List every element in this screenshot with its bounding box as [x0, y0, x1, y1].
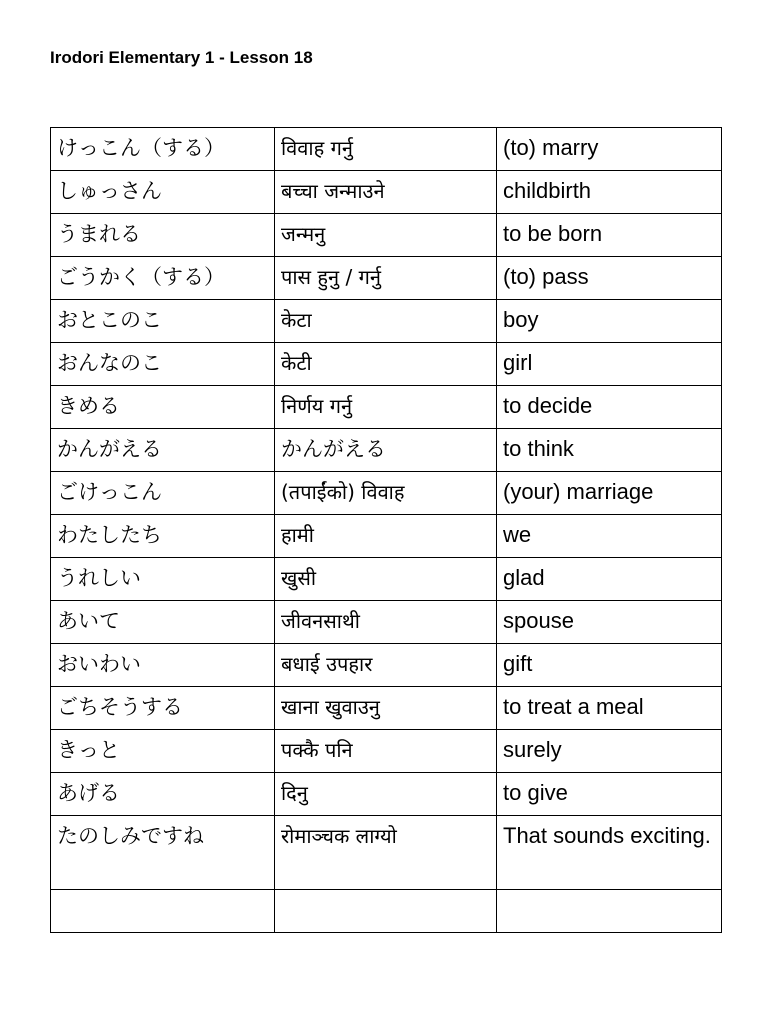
page-title: Irodori Elementary 1 - Lesson 18	[50, 48, 313, 67]
english-cell: to be born	[497, 214, 722, 257]
english-cell: boy	[497, 300, 722, 343]
japanese-cell: あいて	[51, 601, 275, 644]
table-row	[51, 558, 722, 601]
english-cell: That sounds exciting.	[497, 816, 722, 890]
table-row	[51, 890, 722, 933]
english-cell	[497, 890, 722, 933]
english-cell: we	[497, 515, 722, 558]
table-row	[51, 257, 722, 300]
japanese-cell: わたしたち	[51, 515, 275, 558]
japanese-cell: ごちそうする	[51, 687, 275, 730]
english-cell: childbirth	[497, 171, 722, 214]
nepali-cell: पास हुनु / गर्नु	[275, 257, 497, 300]
japanese-cell: あげる	[51, 773, 275, 816]
english-cell: glad	[497, 558, 722, 601]
table-row	[51, 773, 722, 816]
english-cell: (to) pass	[497, 257, 722, 300]
nepali-cell: खाना खुवाउनु	[275, 687, 497, 730]
english-cell: (to) marry	[497, 128, 722, 171]
japanese-cell: ごけっこん	[51, 472, 275, 515]
nepali-cell: かんがえる	[275, 429, 497, 472]
english-cell: gift	[497, 644, 722, 687]
japanese-cell: ごうかく（する）	[51, 257, 275, 300]
japanese-cell	[51, 890, 275, 933]
table-row	[51, 687, 722, 730]
nepali-cell: केटा	[275, 300, 497, 343]
table-row	[51, 386, 722, 429]
nepali-cell: रोमाञ्चक लाग्यो	[275, 816, 497, 890]
table-row	[51, 429, 722, 472]
nepali-cell: जन्मनु	[275, 214, 497, 257]
english-cell: spouse	[497, 601, 722, 644]
english-cell: surely	[497, 730, 722, 773]
english-cell: to treat a meal	[497, 687, 722, 730]
japanese-cell: おんなのこ	[51, 343, 275, 386]
japanese-cell: しゅっさん	[51, 171, 275, 214]
japanese-cell: おとこのこ	[51, 300, 275, 343]
nepali-cell: केटी	[275, 343, 497, 386]
nepali-cell: निर्णय गर्नु	[275, 386, 497, 429]
table-row	[51, 515, 722, 558]
english-cell: to think	[497, 429, 722, 472]
nepali-cell: पक्कै पनि	[275, 730, 497, 773]
table-row	[51, 816, 722, 890]
english-cell: girl	[497, 343, 722, 386]
nepali-cell: हामी	[275, 515, 497, 558]
table-row	[51, 128, 722, 171]
english-cell: (your) marriage	[497, 472, 722, 515]
japanese-cell: きっと	[51, 730, 275, 773]
vocabulary-table	[50, 127, 722, 933]
japanese-cell: うまれる	[51, 214, 275, 257]
table-row	[51, 300, 722, 343]
table-row	[51, 171, 722, 214]
nepali-cell: विवाह गर्नु	[275, 128, 497, 171]
nepali-cell	[275, 890, 497, 933]
table-row	[51, 730, 722, 773]
japanese-cell: けっこん（する）	[51, 128, 275, 171]
nepali-cell: बधाई उपहार	[275, 644, 497, 687]
nepali-cell: जीवनसाथी	[275, 601, 497, 644]
english-cell: to give	[497, 773, 722, 816]
nepali-cell: खुसी	[275, 558, 497, 601]
english-cell: to decide	[497, 386, 722, 429]
table-row	[51, 343, 722, 386]
table-row	[51, 644, 722, 687]
japanese-cell: うれしい	[51, 558, 275, 601]
japanese-cell: きめる	[51, 386, 275, 429]
table-row	[51, 472, 722, 515]
nepali-cell: दिनु	[275, 773, 497, 816]
table-row	[51, 214, 722, 257]
nepali-cell: (तपाईंको) विवाह	[275, 472, 497, 515]
nepali-cell: बच्चा जन्माउने	[275, 171, 497, 214]
japanese-cell: おいわい	[51, 644, 275, 687]
japanese-cell: たのしみですね	[51, 816, 275, 890]
japanese-cell: かんがえる	[51, 429, 275, 472]
table-row	[51, 601, 722, 644]
